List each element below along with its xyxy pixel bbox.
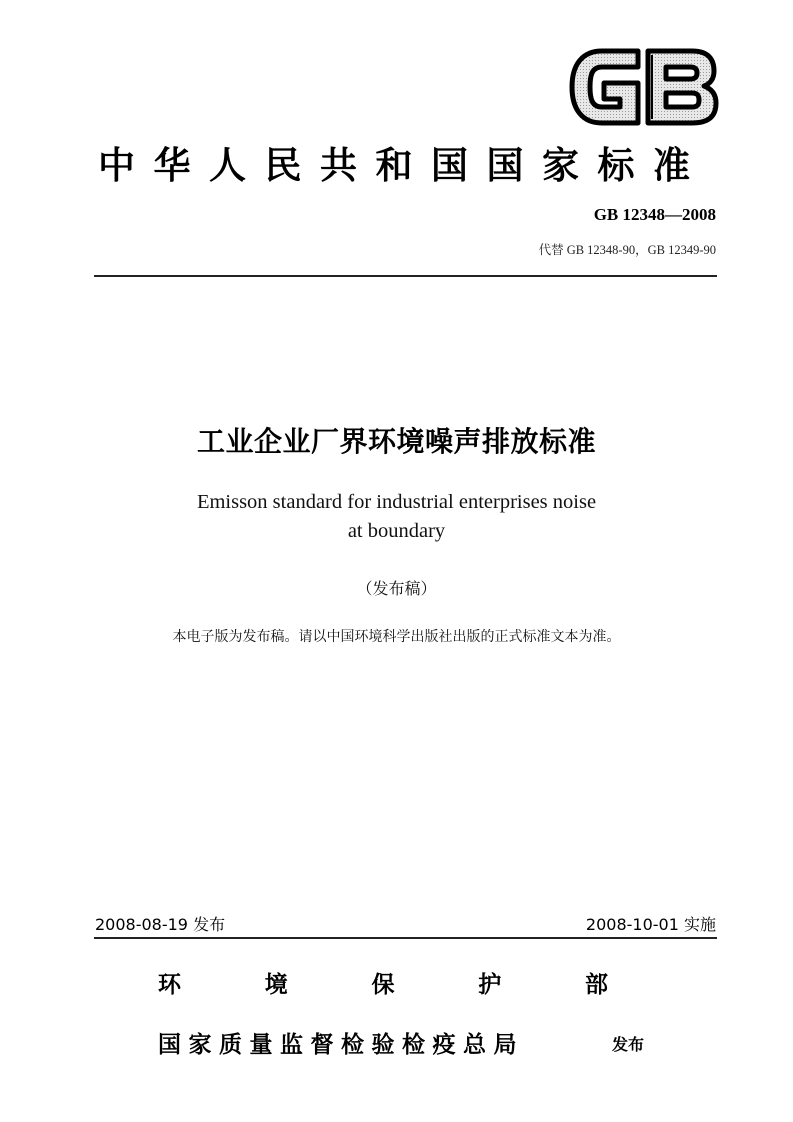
header-divider xyxy=(94,275,717,277)
issuer-ministry-char: 护 xyxy=(478,972,502,998)
gb-logo-icon xyxy=(568,45,720,129)
issuer-ministry xyxy=(158,966,608,999)
issuer-aqsiq: 国家质量监督检验检疫总局 xyxy=(158,1032,524,1058)
issuer-ministry-char: 境 xyxy=(264,972,288,998)
title-en-line2: at boundary xyxy=(347,520,446,542)
issuer-ministry-char: 保 xyxy=(371,972,395,998)
document-title-cn: 工业企业厂界环境噪声排放标准 xyxy=(196,425,596,458)
replaces-standards: 代替 GB 12348-90，GB 12349-90 xyxy=(538,243,716,257)
national-standard-title: 中华人民共和国国家标准 xyxy=(98,144,709,187)
issuer-ministry-char: 部 xyxy=(585,972,608,998)
issued-label: 发布 xyxy=(612,1035,645,1054)
footer-divider xyxy=(94,937,717,939)
standard-number: GB 12348—2008 xyxy=(593,205,716,224)
issuer-ministry-char: 环 xyxy=(158,972,181,998)
effective-date: 2008-10-01 实施 xyxy=(585,915,716,934)
draft-label: （发布稿） xyxy=(356,579,437,598)
edition-notice: 本电子版为发布稿。请以中国环境科学出版社出版的正式标准文本为准。 xyxy=(172,629,621,645)
issue-date: 2008-08-19 发布 xyxy=(95,915,226,934)
document-title-en xyxy=(0,488,793,546)
title-en-line1: Emisson standard for industrial enterprises noise xyxy=(196,491,597,513)
